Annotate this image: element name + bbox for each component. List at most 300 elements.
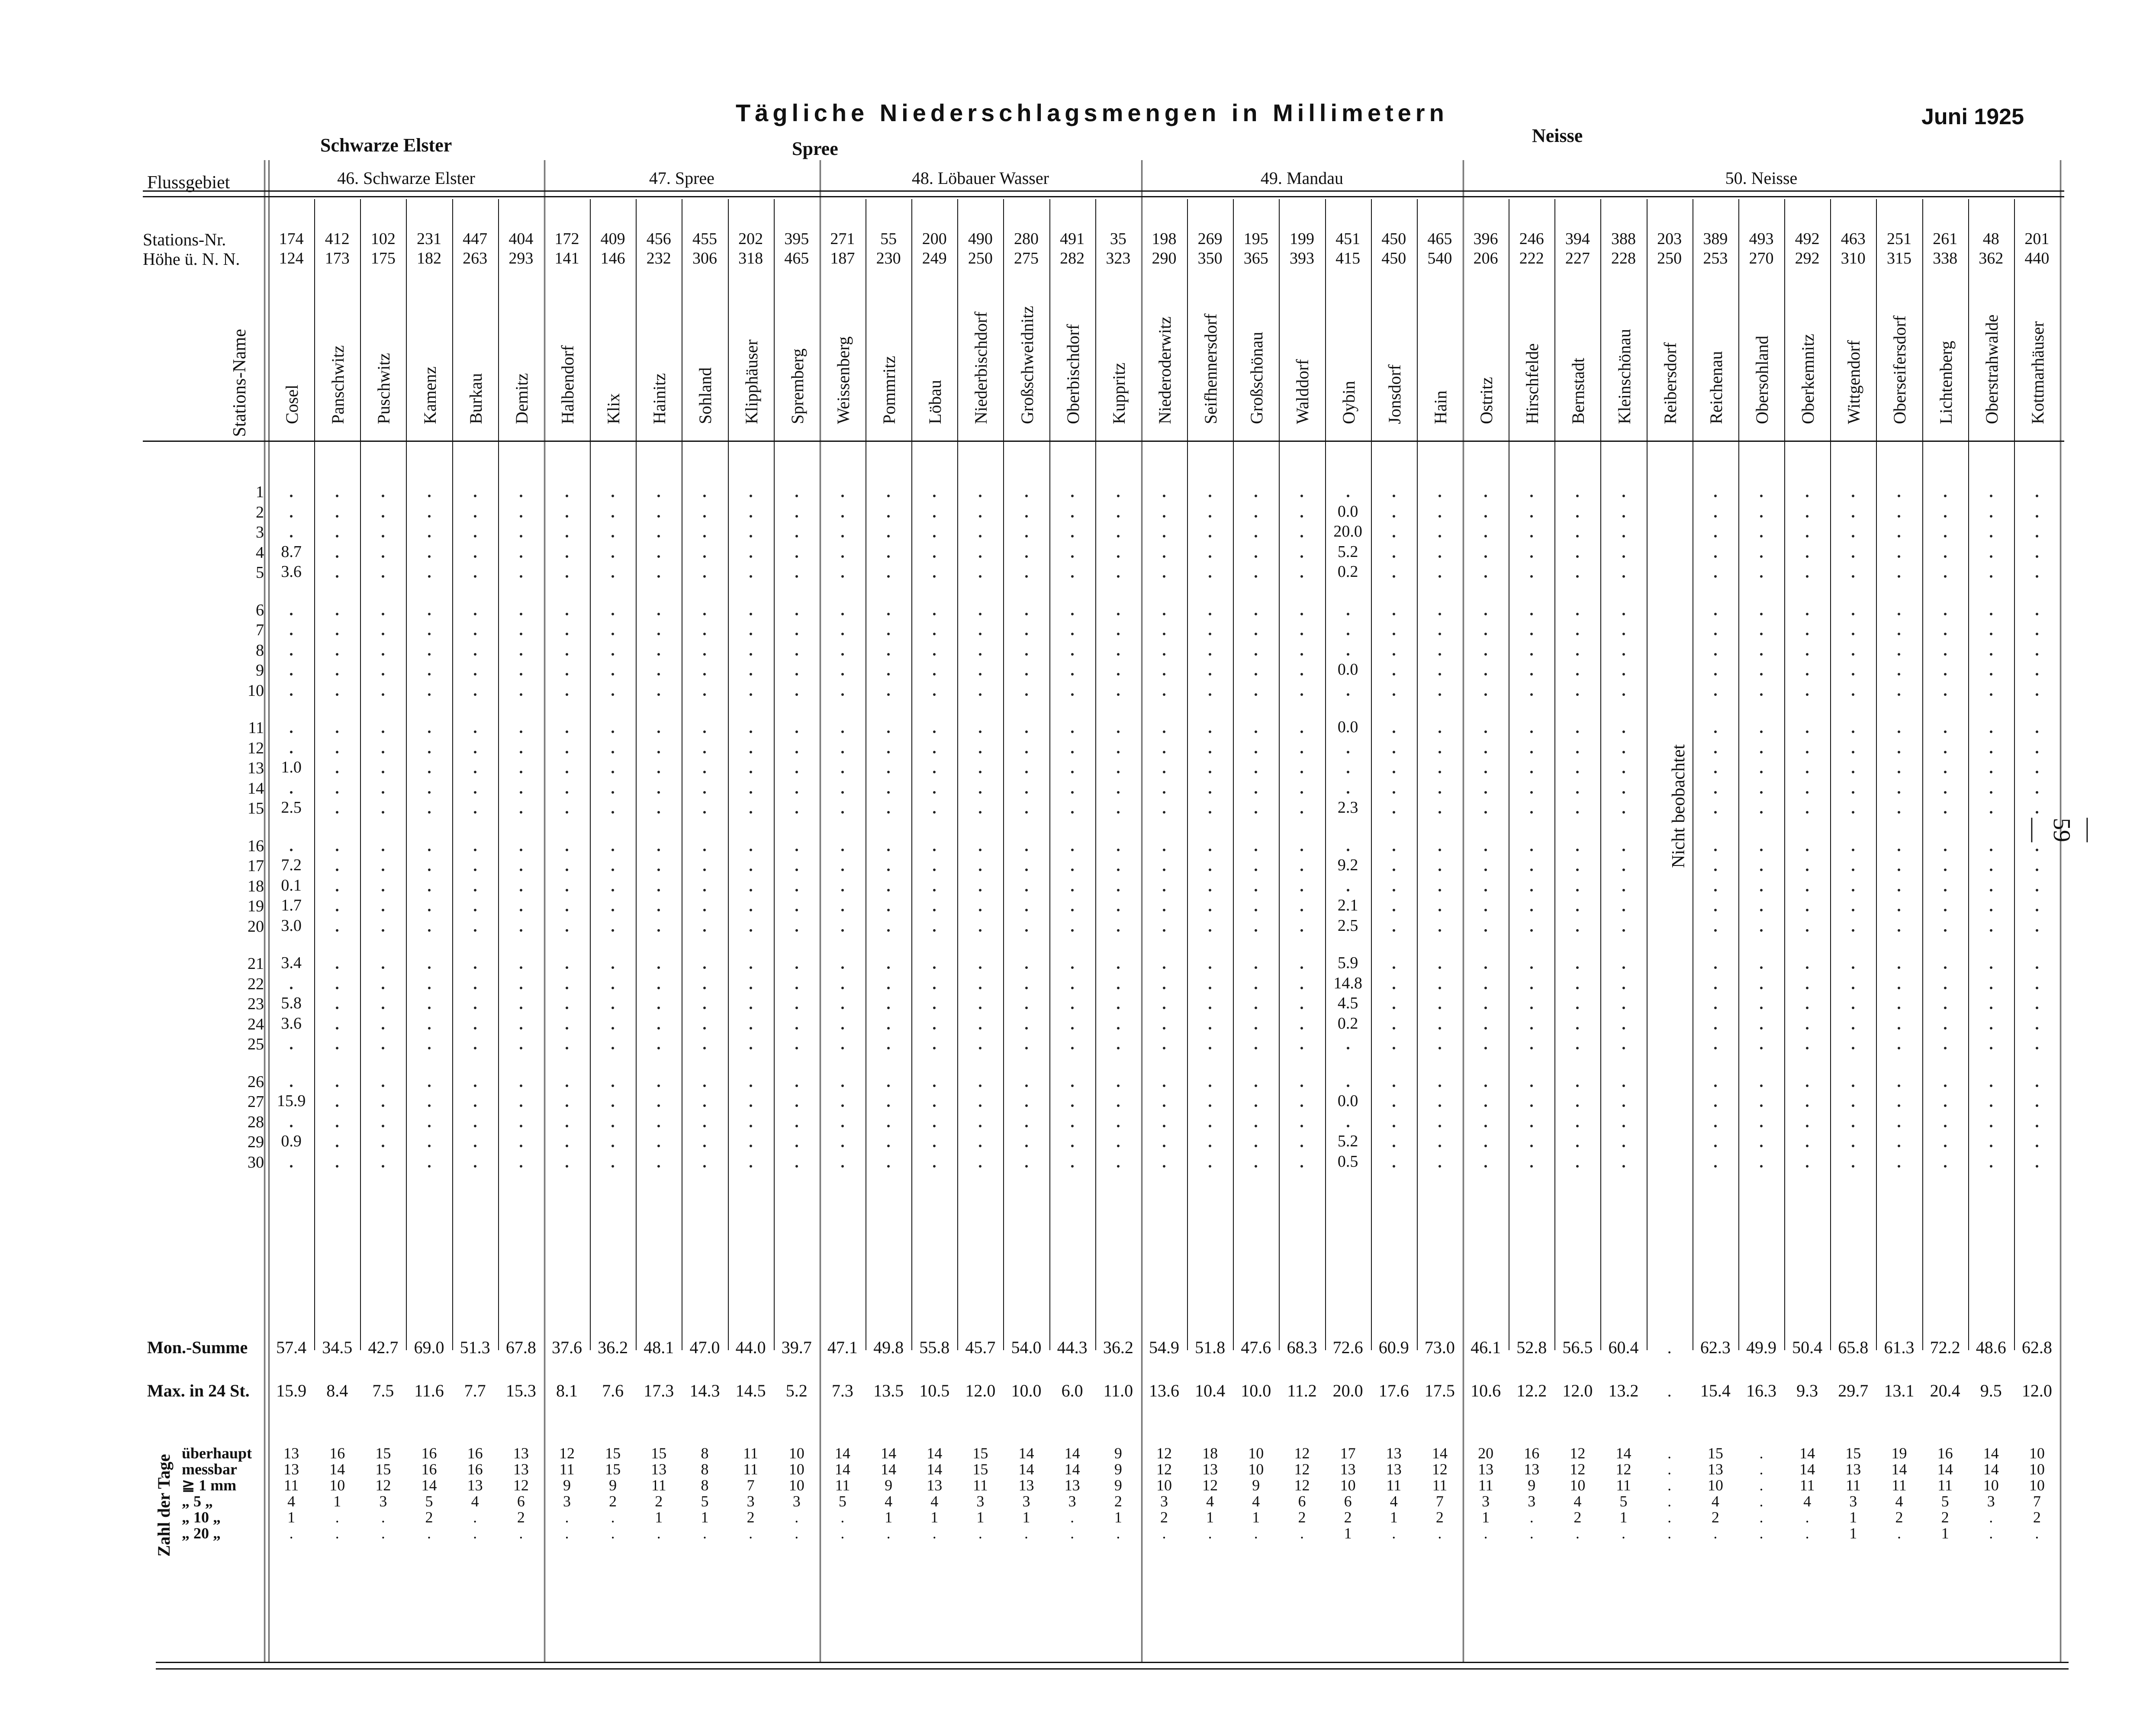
empty-mark: [1760, 869, 1763, 871]
empty-mark: [1255, 1104, 1257, 1107]
river-area-label: 46. Schwarze Elster: [337, 168, 475, 188]
empty-mark: [1852, 966, 1854, 969]
empty-mark: [703, 849, 706, 851]
empty-mark: [1898, 1027, 1900, 1030]
empty-mark: [382, 771, 384, 773]
empty-mark: [611, 791, 614, 794]
station-name: Reichenau: [1706, 351, 1726, 424]
empty-mark: [1760, 889, 1763, 891]
station-height: 187: [830, 249, 855, 267]
not-observed-note: Nicht beobachtet: [1669, 744, 1689, 868]
empty-mark: [1255, 1084, 1257, 1087]
empty-mark: [1025, 849, 1028, 851]
empty-mark: [2036, 653, 2038, 656]
empty-mark: [750, 869, 752, 871]
empty-mark: [1622, 515, 1625, 518]
count-value: 6: [1344, 1493, 1352, 1510]
empty-mark: [1530, 791, 1533, 794]
station-name: Kamenz: [420, 366, 440, 424]
station-height: 253: [1703, 249, 1728, 267]
max24-value: 13.5: [873, 1381, 904, 1400]
max24-value: 7.5: [372, 1381, 394, 1400]
empty-mark: [1347, 751, 1349, 753]
empty-mark: [520, 1165, 522, 1168]
empty-mark: [795, 1145, 798, 1147]
empty-mark: [1071, 751, 1074, 753]
count-value: 11: [835, 1477, 850, 1494]
count-value: .: [840, 1525, 845, 1542]
count-value: 14: [927, 1461, 943, 1478]
empty-mark: [1025, 1104, 1028, 1107]
count-value: 11: [973, 1477, 988, 1494]
empty-mark: [795, 791, 798, 794]
max24-value: 14.3: [689, 1381, 720, 1400]
count-value: 8: [701, 1461, 709, 1478]
empty-mark: [1898, 653, 1900, 656]
empty-mark: [1117, 1084, 1120, 1087]
count-value: 3: [1160, 1493, 1168, 1510]
empty-mark: [795, 929, 798, 932]
day-value: 0.9: [281, 1132, 302, 1150]
empty-mark: [290, 515, 293, 518]
empty-mark: [1898, 889, 1900, 891]
count-value: 11: [1799, 1477, 1815, 1494]
empty-mark: [1117, 966, 1120, 969]
empty-mark: [1622, 869, 1625, 871]
column-divider: [264, 160, 268, 1662]
count-value: 13: [1524, 1461, 1540, 1478]
max24-value: 17.3: [644, 1381, 674, 1400]
empty-mark: [1530, 1165, 1533, 1168]
empty-mark: [657, 613, 660, 615]
empty-mark: [1209, 515, 1211, 518]
empty-mark: [1347, 495, 1349, 497]
empty-mark: [566, 575, 568, 578]
empty-mark: [1163, 730, 1165, 733]
empty-mark: [1025, 515, 1028, 518]
empty-mark: [566, 1125, 568, 1127]
empty-mark: [933, 1047, 936, 1049]
empty-mark: [1209, 1027, 1211, 1030]
empty-mark: [520, 693, 522, 696]
empty-mark: [1300, 1104, 1303, 1107]
count-label: messbar: [182, 1461, 237, 1478]
count-value: .: [611, 1509, 615, 1526]
empty-mark: [1990, 1125, 1992, 1127]
empty-mark: [1898, 987, 1900, 989]
empty-mark: [887, 535, 890, 537]
empty-mark: [1530, 751, 1533, 753]
empty-mark: [1898, 515, 1900, 518]
empty-mark: [1852, 1145, 1854, 1147]
empty-mark: [1806, 987, 1808, 989]
count-value: .: [702, 1525, 707, 1542]
empty-mark: [1898, 909, 1900, 911]
empty-mark: [520, 811, 522, 814]
empty-mark: [382, 495, 384, 497]
empty-mark: [1209, 1165, 1211, 1168]
empty-mark: [1530, 1104, 1533, 1107]
empty-mark: [1025, 889, 1028, 891]
mon-summe-value: 36.2: [1103, 1338, 1133, 1357]
empty-mark: [657, 791, 660, 794]
count-value: 12: [559, 1445, 575, 1462]
empty-mark: [979, 633, 981, 635]
day-number: 2: [256, 503, 264, 521]
empty-mark: [1990, 575, 1992, 578]
count-value: 3: [1482, 1493, 1490, 1510]
day-value: 1.0: [281, 758, 302, 776]
column-divider: [498, 199, 499, 1350]
empty-mark: [1025, 673, 1028, 676]
empty-mark: [1714, 653, 1717, 656]
column-divider: [1830, 199, 1831, 1350]
empty-mark: [1576, 909, 1579, 911]
empty-mark: [1117, 889, 1120, 891]
empty-mark: [1990, 673, 1992, 676]
empty-mark: [1255, 673, 1257, 676]
empty-mark: [428, 966, 431, 969]
count-value: 10: [788, 1445, 804, 1462]
count-value: 1: [1619, 1509, 1628, 1526]
count-value: 14: [881, 1445, 897, 1462]
empty-mark: [1484, 966, 1487, 969]
empty-mark: [933, 535, 936, 537]
empty-mark: [1117, 1047, 1120, 1049]
day-value: 9.2: [1337, 856, 1358, 874]
station-nr: 395: [784, 230, 809, 248]
count-value: 3: [747, 1493, 755, 1510]
empty-mark: [1576, 1145, 1579, 1147]
count-value: 10: [788, 1461, 804, 1478]
empty-mark: [1255, 1165, 1257, 1168]
empty-mark: [1806, 613, 1808, 615]
max24-value: 11.0: [1103, 1381, 1133, 1400]
empty-mark: [474, 633, 476, 635]
empty-mark: [1163, 613, 1165, 615]
empty-mark: [1300, 1145, 1303, 1147]
empty-mark: [841, 730, 844, 733]
day-number: 25: [248, 1035, 264, 1053]
count-value: 15: [605, 1461, 621, 1478]
empty-mark: [657, 751, 660, 753]
empty-mark: [979, 1104, 981, 1107]
empty-mark: [474, 909, 476, 911]
empty-mark: [1163, 889, 1165, 891]
empty-mark: [1714, 1104, 1717, 1107]
count-value: .: [381, 1525, 385, 1542]
count-value: .: [611, 1525, 615, 1542]
empty-mark: [1025, 811, 1028, 814]
empty-mark: [1163, 751, 1165, 753]
empty-mark: [1438, 575, 1441, 578]
station-name: Pommritz: [879, 356, 899, 424]
empty-mark: [1990, 1104, 1992, 1107]
empty-mark: [1071, 730, 1074, 733]
empty-mark: [1484, 1125, 1487, 1127]
station-height: 222: [1519, 249, 1544, 267]
empty-mark: [1163, 555, 1165, 558]
empty-mark: [1990, 1145, 1992, 1147]
count-value: .: [427, 1525, 431, 1542]
empty-mark: [703, 1165, 706, 1168]
empty-mark: [750, 889, 752, 891]
station-height: 318: [738, 249, 763, 267]
day-number: 14: [248, 779, 264, 798]
station-nr: 409: [600, 230, 625, 248]
empty-mark: [1117, 730, 1120, 733]
count-value: 12: [1615, 1461, 1631, 1478]
empty-mark: [657, 909, 660, 911]
empty-mark: [336, 966, 338, 969]
mon-summe-value: 47.1: [827, 1338, 858, 1357]
empty-mark: [887, 633, 890, 635]
empty-mark: [887, 889, 890, 891]
empty-mark: [1071, 771, 1074, 773]
empty-mark: [887, 966, 890, 969]
empty-mark: [1852, 849, 1854, 851]
empty-mark: [1714, 515, 1717, 518]
empty-mark: [1117, 1027, 1120, 1030]
empty-mark: [703, 987, 706, 989]
day-number: 23: [248, 995, 264, 1013]
empty-mark: [841, 987, 844, 989]
empty-mark: [795, 1165, 798, 1168]
empty-mark: [979, 751, 981, 753]
column-divider: [590, 199, 591, 1350]
empty-mark: [1760, 771, 1763, 773]
count-value: 16: [421, 1445, 437, 1462]
empty-mark: [1760, 751, 1763, 753]
count-value: 9: [563, 1477, 571, 1494]
day-value: 3.0: [281, 916, 302, 935]
empty-mark: [428, 515, 431, 518]
max24-value: 8.1: [556, 1381, 578, 1400]
empty-mark: [1255, 730, 1257, 733]
empty-mark: [566, 869, 568, 871]
count-value: 12: [1432, 1461, 1448, 1478]
empty-mark: [979, 730, 981, 733]
count-value: .: [1116, 1525, 1120, 1542]
empty-mark: [1714, 751, 1717, 753]
empty-mark: [1622, 730, 1625, 733]
day-number: 5: [256, 563, 264, 582]
empty-mark: [795, 613, 798, 615]
count-value: 1: [1849, 1525, 1857, 1542]
empty-mark: [979, 1165, 981, 1168]
count-value: 7: [747, 1477, 755, 1494]
column-divider: [1417, 199, 1418, 1350]
empty-mark: [1990, 849, 1992, 851]
empty-mark: [1806, 633, 1808, 635]
empty-mark: [1760, 613, 1763, 615]
empty-mark: [1255, 811, 1257, 814]
day-value: 4.5: [1337, 994, 1358, 1012]
empty-mark: [611, 869, 614, 871]
empty-mark: [1300, 693, 1303, 696]
empty-mark: [1025, 966, 1028, 969]
empty-mark: [1347, 791, 1349, 794]
empty-mark: [1163, 811, 1165, 814]
empty-mark: [979, 653, 981, 656]
empty-mark: [1071, 791, 1074, 794]
empty-mark: [979, 1027, 981, 1030]
count-value: 3: [379, 1493, 387, 1510]
empty-mark: [1622, 811, 1625, 814]
empty-mark: [474, 613, 476, 615]
mon-summe-value: 73.0: [1424, 1338, 1455, 1357]
empty-mark: [566, 653, 568, 656]
empty-mark: [1898, 869, 1900, 871]
empty-mark: [1071, 673, 1074, 676]
empty-mark: [979, 673, 981, 676]
empty-mark: [1622, 1104, 1625, 1107]
mon-summe-value: 54.0: [1011, 1338, 1042, 1357]
empty-mark: [336, 1007, 338, 1009]
empty-mark: [1300, 791, 1303, 794]
river-area-label: 47. Spree: [649, 168, 714, 188]
empty-mark: [795, 575, 798, 578]
empty-mark: [1071, 515, 1074, 518]
empty-mark: [1576, 1027, 1579, 1030]
column-divider: [1233, 199, 1234, 1350]
empty-mark: [382, 730, 384, 733]
empty-mark: [1163, 515, 1165, 518]
empty-mark: [657, 693, 660, 696]
empty-mark: [887, 791, 890, 794]
empty-mark: [933, 966, 936, 969]
empty-mark: [887, 673, 890, 676]
empty-mark: [887, 987, 890, 989]
empty-mark: [1944, 771, 1947, 773]
basin-label: Spree: [792, 138, 838, 159]
empty-mark: [1714, 1084, 1717, 1087]
empty-mark: [1530, 633, 1533, 635]
empty-mark: [1393, 987, 1395, 989]
empty-mark: [1438, 693, 1441, 696]
day-value: 0.0: [1337, 718, 1358, 736]
column-divider: [1463, 160, 1467, 1662]
empty-mark: [979, 1047, 981, 1049]
empty-mark: [428, 1047, 431, 1049]
count-value: 11: [1937, 1477, 1953, 1494]
river-area-label: 49. Mandau: [1260, 168, 1343, 188]
empty-mark: [566, 1145, 568, 1147]
empty-mark: [1071, 849, 1074, 851]
empty-mark: [795, 849, 798, 851]
empty-mark: [795, 535, 798, 537]
mon-summe-value: 51.3: [460, 1338, 490, 1357]
empty-mark: [1852, 909, 1854, 911]
empty-mark: [1806, 889, 1808, 891]
empty-mark: [1300, 909, 1303, 911]
empty-mark: [1576, 791, 1579, 794]
station-nr: 280: [1014, 230, 1039, 248]
empty-mark: [1898, 555, 1900, 558]
max24-value: .: [1667, 1381, 1672, 1400]
empty-mark: [611, 1165, 614, 1168]
empty-mark: [1484, 751, 1487, 753]
empty-mark: [428, 575, 431, 578]
empty-mark: [1117, 613, 1120, 615]
empty-mark: [1852, 613, 1854, 615]
count-value: 13: [283, 1445, 299, 1462]
count-value: 10: [2029, 1477, 2045, 1494]
empty-mark: [1714, 771, 1717, 773]
empty-mark: [1622, 966, 1625, 969]
height-label: Höhe ü. N. N.: [143, 249, 240, 269]
empty-mark: [1071, 613, 1074, 615]
day-number: 26: [248, 1072, 264, 1091]
zahl-der-tage-label: Zahl der Tage: [154, 1454, 174, 1557]
empty-mark: [1944, 495, 1947, 497]
empty-mark: [887, 1084, 890, 1087]
empty-mark: [1163, 1165, 1165, 1168]
empty-mark: [657, 869, 660, 871]
empty-mark: [1944, 751, 1947, 753]
empty-mark: [1071, 575, 1074, 578]
day-number: 4: [256, 543, 264, 562]
empty-mark: [1025, 869, 1028, 871]
count-value: 1: [1114, 1509, 1122, 1526]
empty-mark: [382, 909, 384, 911]
empty-mark: [841, 555, 844, 558]
empty-mark: [1760, 693, 1763, 696]
empty-mark: [933, 555, 936, 558]
empty-mark: [566, 1007, 568, 1009]
empty-mark: [1806, 1145, 1808, 1147]
empty-mark: [1393, 1047, 1395, 1049]
empty-mark: [750, 1104, 752, 1107]
column-divider: [1095, 199, 1096, 1350]
day-number: 9: [256, 661, 264, 679]
empty-mark: [1530, 673, 1533, 676]
count-value: 12: [1156, 1445, 1172, 1462]
station-nr: 493: [1749, 230, 1774, 248]
empty-mark: [703, 555, 706, 558]
empty-mark: [1393, 1027, 1395, 1030]
count-value: 13: [1386, 1445, 1402, 1462]
empty-mark: [1117, 673, 1120, 676]
station-nr: 394: [1565, 230, 1590, 248]
empty-mark: [611, 633, 614, 635]
empty-mark: [1347, 1047, 1349, 1049]
count-value: 3: [792, 1493, 801, 1510]
day-value: 20.0: [1333, 522, 1362, 541]
empty-mark: [2036, 987, 2038, 989]
empty-mark: [336, 693, 338, 696]
empty-mark: [290, 693, 293, 696]
max24-value: 7.6: [602, 1381, 624, 1400]
empty-mark: [566, 987, 568, 989]
station-height: 290: [1152, 249, 1177, 267]
empty-mark: [795, 693, 798, 696]
empty-mark: [336, 909, 338, 911]
max24-value: 10.0: [1241, 1381, 1271, 1400]
column-divider: [1371, 199, 1372, 1350]
empty-mark: [1576, 751, 1579, 753]
empty-mark: [750, 1125, 752, 1127]
empty-mark: [1576, 495, 1579, 497]
count-value: 20: [1478, 1445, 1494, 1462]
empty-mark: [520, 673, 522, 676]
empty-mark: [1484, 1007, 1487, 1009]
empty-mark: [1714, 575, 1717, 578]
empty-mark: [1393, 869, 1395, 871]
empty-mark: [290, 730, 293, 733]
empty-mark: [1163, 575, 1165, 578]
count-value: 14: [421, 1477, 437, 1494]
